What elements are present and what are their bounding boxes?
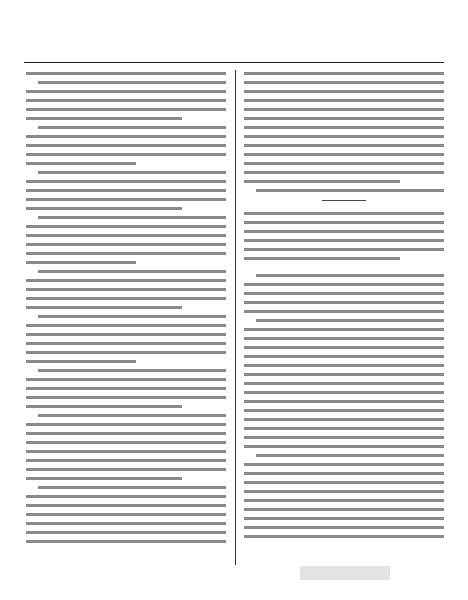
text-line-placeholder [38,126,226,129]
text-line-placeholder [26,477,182,480]
text-line-placeholder [26,333,226,336]
text-line-placeholder [244,373,444,376]
text-line-placeholder [26,450,226,453]
text-line-placeholder [26,90,226,93]
header-rule [24,62,444,63]
text-line-placeholder [244,382,444,385]
text-line-placeholder [26,261,136,264]
text-line-placeholder [244,180,400,183]
text-line-placeholder [26,522,226,525]
text-line-placeholder [244,526,444,529]
left-column [26,72,226,562]
text-line-placeholder [26,360,136,363]
chapter-heading-rule [322,200,366,202]
text-line-placeholder [244,212,444,215]
text-line-placeholder [26,288,226,291]
text-line-placeholder [244,400,444,403]
text-line-placeholder [244,292,444,295]
scan-watermark [300,566,390,580]
text-line-placeholder [26,207,182,210]
text-line-placeholder [26,495,226,498]
text-line-placeholder [244,337,444,340]
text-line-placeholder [26,252,226,255]
text-line-placeholder [244,463,444,466]
paragraph-gap [244,266,444,274]
text-line-placeholder [26,153,226,156]
text-line-placeholder [26,531,226,534]
text-line-placeholder [26,324,226,327]
text-line-placeholder [244,171,444,174]
right-column [244,72,444,562]
text-line-placeholder [244,221,444,224]
text-line-placeholder [244,355,444,358]
text-line-placeholder [26,99,226,102]
text-line-placeholder [38,486,226,489]
text-line-placeholder [26,378,226,381]
text-line-placeholder [26,504,226,507]
text-line-placeholder [256,274,444,277]
text-line-placeholder [244,108,444,111]
text-line-placeholder [244,535,444,538]
text-line-placeholder [38,81,226,84]
text-line-placeholder [38,270,226,273]
text-line-placeholder [26,297,226,300]
text-line-placeholder [26,162,136,165]
text-line-placeholder [26,459,226,462]
text-line-placeholder [26,135,226,138]
text-line-placeholder [244,508,444,511]
text-line-placeholder [256,189,444,192]
text-line-placeholder [26,180,226,183]
text-line-placeholder [256,319,444,322]
text-line-placeholder [26,513,226,516]
text-line-placeholder [244,257,400,260]
text-line-placeholder [244,126,444,129]
text-line-placeholder [26,108,226,111]
text-line-placeholder [26,243,226,246]
text-line-placeholder [244,445,444,448]
text-line-placeholder [244,153,444,156]
text-line-placeholder [26,72,226,75]
text-line-placeholder [244,418,444,421]
text-line-placeholder [244,248,444,251]
text-line-placeholder [244,301,444,304]
text-line-placeholder [244,81,444,84]
text-line-placeholder [26,189,226,192]
text-line-placeholder [244,391,444,394]
text-line-placeholder [26,351,226,354]
text-line-placeholder [244,346,444,349]
text-line-placeholder [244,517,444,520]
text-line-placeholder [244,490,444,493]
text-line-placeholder [244,72,444,75]
text-line-placeholder [244,230,444,233]
text-line-placeholder [244,499,444,502]
text-line-placeholder [244,162,444,165]
text-line-placeholder [26,279,226,282]
text-line-placeholder [244,472,444,475]
text-line-placeholder [26,144,226,147]
text-line-placeholder [26,306,182,309]
text-line-placeholder [26,342,226,345]
text-line-placeholder [244,99,444,102]
text-line-placeholder [244,481,444,484]
text-line-placeholder [26,225,226,228]
text-line-placeholder [244,364,444,367]
text-line-placeholder [26,387,226,390]
text-line-placeholder [38,171,226,174]
text-line-placeholder [26,423,226,426]
text-line-placeholder [26,432,226,435]
text-line-placeholder [26,405,182,408]
text-line-placeholder [244,283,444,286]
text-line-placeholder [244,135,444,138]
text-line-placeholder [38,216,226,219]
text-line-placeholder [256,454,444,457]
text-line-placeholder [26,117,182,120]
text-line-placeholder [26,468,226,471]
text-line-placeholder [26,234,226,237]
text-line-placeholder [244,409,444,412]
text-line-placeholder [38,414,226,417]
text-line-placeholder [244,310,444,313]
text-line-placeholder [244,328,444,331]
text-line-placeholder [26,198,226,201]
text-line-placeholder [244,427,444,430]
text-line-placeholder [38,369,226,372]
text-line-placeholder [244,90,444,93]
column-divider [235,70,236,565]
text-line-placeholder [38,315,226,318]
text-line-placeholder [26,441,226,444]
text-line-placeholder [244,239,444,242]
text-line-placeholder [244,144,444,147]
text-line-placeholder [244,436,444,439]
text-line-placeholder [244,117,444,120]
text-line-placeholder [26,396,226,399]
text-line-placeholder [26,540,226,543]
